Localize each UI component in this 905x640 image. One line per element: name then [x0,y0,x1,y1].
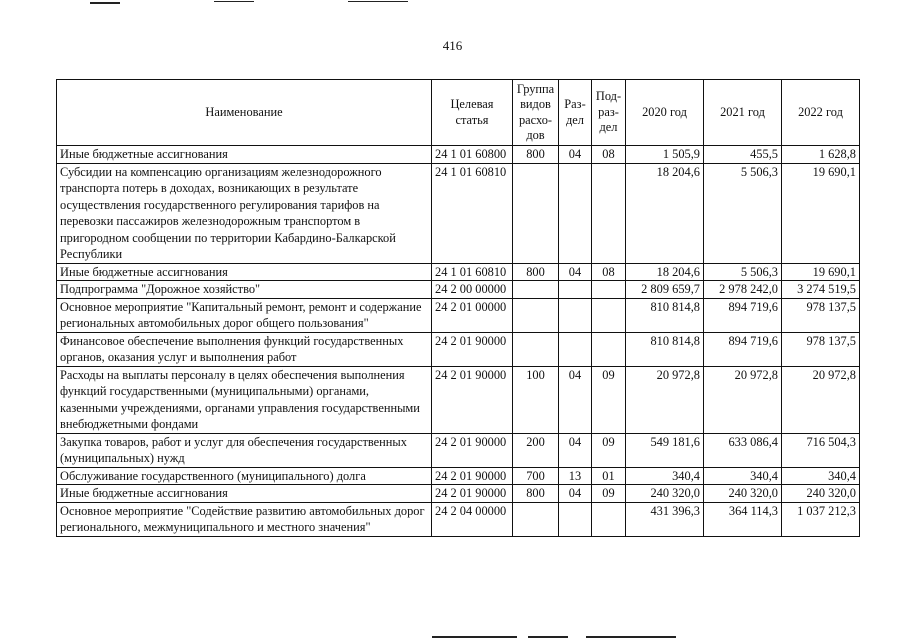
header-subsection: Под-раз-дел [592,80,626,146]
row-section-code [559,163,592,263]
row-name: Иные бюджетные ассигнования [57,485,432,503]
row-value-2020: 431 396,3 [626,502,704,536]
row-value-2021: 5 506,3 [704,263,782,281]
row-value-2021: 5 506,3 [704,163,782,263]
row-name: Подпрограмма "Дорожное хозяйство" [57,281,432,299]
row-value-2020: 20 972,8 [626,366,704,433]
header-group: Группа видов расхо-дов [513,80,559,146]
header-target: Целевая статья [432,80,513,146]
table-row [57,298,860,332]
row-name: Расходы на выплаты персоналу в целях обеспечения выполнения функций государственными (муниципальными) органами, казенными учреждениями, органами управления государственными внебюджетными фондами [57,366,432,433]
row-target-code: 24 1 01 60810 [432,263,513,281]
row-value-2021: 240 320,0 [704,485,782,503]
header-2021: 2021 год [704,80,782,146]
budget-table [56,79,860,537]
row-section-code [559,298,592,332]
scan-artifact-top-left [90,2,120,4]
row-target-code: 24 2 01 90000 [432,433,513,467]
table-header-row [57,80,860,146]
row-value-2020: 549 181,6 [626,433,704,467]
row-subsection-code: 09 [592,433,626,467]
table-row [57,467,860,485]
row-value-2022: 1 037 212,3 [782,502,860,536]
table-row [57,485,860,503]
row-name: Закупка товаров, работ и услуг для обеспечения государственных (муниципальных) нужд [57,433,432,467]
header-name: Наименование [57,80,432,146]
row-target-code: 24 2 00 00000 [432,281,513,299]
table-body [57,146,860,537]
row-name: Основное мероприятие "Капитальный ремонт, ремонт и содержание региональных автомобильных дорог общего пользования" [57,298,432,332]
row-section-code: 04 [559,366,592,433]
row-value-2022: 20 972,8 [782,366,860,433]
row-section-code: 13 [559,467,592,485]
row-group-code: 800 [513,485,559,503]
row-subsection-code [592,163,626,263]
table-row [57,332,860,366]
row-group-code [513,298,559,332]
row-group-code [513,163,559,263]
row-subsection-code [592,298,626,332]
row-value-2020: 18 204,6 [626,263,704,281]
row-subsection-code [592,281,626,299]
row-section-code: 04 [559,146,592,164]
row-group-code: 700 [513,467,559,485]
row-value-2022: 19 690,1 [782,163,860,263]
scan-artifact-bottom-middle [528,636,568,638]
row-subsection-code: 09 [592,485,626,503]
row-section-code: 04 [559,263,592,281]
row-target-code: 24 2 01 90000 [432,485,513,503]
row-value-2022: 340,4 [782,467,860,485]
row-name: Иные бюджетные ассигнования [57,263,432,281]
row-section-code [559,332,592,366]
scan-artifact-top-right [348,1,408,2]
row-value-2021: 894 719,6 [704,298,782,332]
row-subsection-code: 08 [592,263,626,281]
row-value-2022: 978 137,5 [782,332,860,366]
row-value-2021: 340,4 [704,467,782,485]
row-section-code [559,281,592,299]
scan-artifact-top-middle [214,1,254,2]
row-value-2022: 19 690,1 [782,263,860,281]
row-group-code [513,502,559,536]
row-subsection-code: 01 [592,467,626,485]
header-section: Раз-дел [559,80,592,146]
row-target-code: 24 2 01 90000 [432,332,513,366]
row-subsection-code [592,502,626,536]
table-row [57,366,860,433]
row-subsection-code: 08 [592,146,626,164]
row-name: Иные бюджетные ассигнования [57,146,432,164]
row-value-2020: 2 809 659,7 [626,281,704,299]
row-target-code: 24 2 04 00000 [432,502,513,536]
row-value-2021: 633 086,4 [704,433,782,467]
row-value-2021: 2 978 242,0 [704,281,782,299]
row-value-2021: 20 972,8 [704,366,782,433]
table-row [57,163,860,263]
row-target-code: 24 2 01 90000 [432,467,513,485]
row-name: Субсидии на компенсацию организациям железнодорожного транспорта потерь в доходах, возникающих в результате осуществления государственного регулирования тарифов на перевозки пассажиров железнодорожным транспортом в пригородном сообщении по территории Кабардино-Балкарской Республики [57,163,432,263]
row-value-2021: 455,5 [704,146,782,164]
header-2022: 2022 год [782,80,860,146]
row-subsection-code: 09 [592,366,626,433]
row-group-code: 100 [513,366,559,433]
row-value-2021: 894 719,6 [704,332,782,366]
row-value-2022: 3 274 519,5 [782,281,860,299]
table-row [57,433,860,467]
row-target-code: 24 2 01 90000 [432,366,513,433]
row-target-code: 24 2 01 00000 [432,298,513,332]
row-name: Обслуживание государственного (муниципального) долга [57,467,432,485]
scan-artifact-bottom-left [432,636,517,638]
row-name: Финансовое обеспечение выполнения функций государственных органов, оказания услуг и выполнения работ [57,332,432,366]
row-value-2020: 240 320,0 [626,485,704,503]
table-row [57,502,860,536]
row-value-2022: 240 320,0 [782,485,860,503]
row-name: Основное мероприятие "Содействие развитию автомобильных дорог регионального, межмуниципального и местного значения" [57,502,432,536]
row-value-2021: 364 114,3 [704,502,782,536]
table-row [57,263,860,281]
row-group-code: 200 [513,433,559,467]
row-value-2022: 978 137,5 [782,298,860,332]
row-value-2020: 810 814,8 [626,332,704,366]
row-value-2020: 18 204,6 [626,163,704,263]
scan-artifact-bottom-right [586,636,676,638]
header-2020: 2020 год [626,80,704,146]
row-group-code [513,281,559,299]
row-target-code: 24 1 01 60810 [432,163,513,263]
row-value-2020: 810 814,8 [626,298,704,332]
row-section-code [559,502,592,536]
row-value-2020: 340,4 [626,467,704,485]
table-row [57,146,860,164]
row-value-2020: 1 505,9 [626,146,704,164]
row-group-code [513,332,559,366]
page-number: 416 [442,38,463,53]
row-target-code: 24 1 01 60800 [432,146,513,164]
row-section-code: 04 [559,433,592,467]
row-subsection-code [592,332,626,366]
row-group-code: 800 [513,263,559,281]
table-row [57,281,860,299]
row-group-code: 800 [513,146,559,164]
row-section-code: 04 [559,485,592,503]
row-value-2022: 1 628,8 [782,146,860,164]
row-value-2022: 716 504,3 [782,433,860,467]
